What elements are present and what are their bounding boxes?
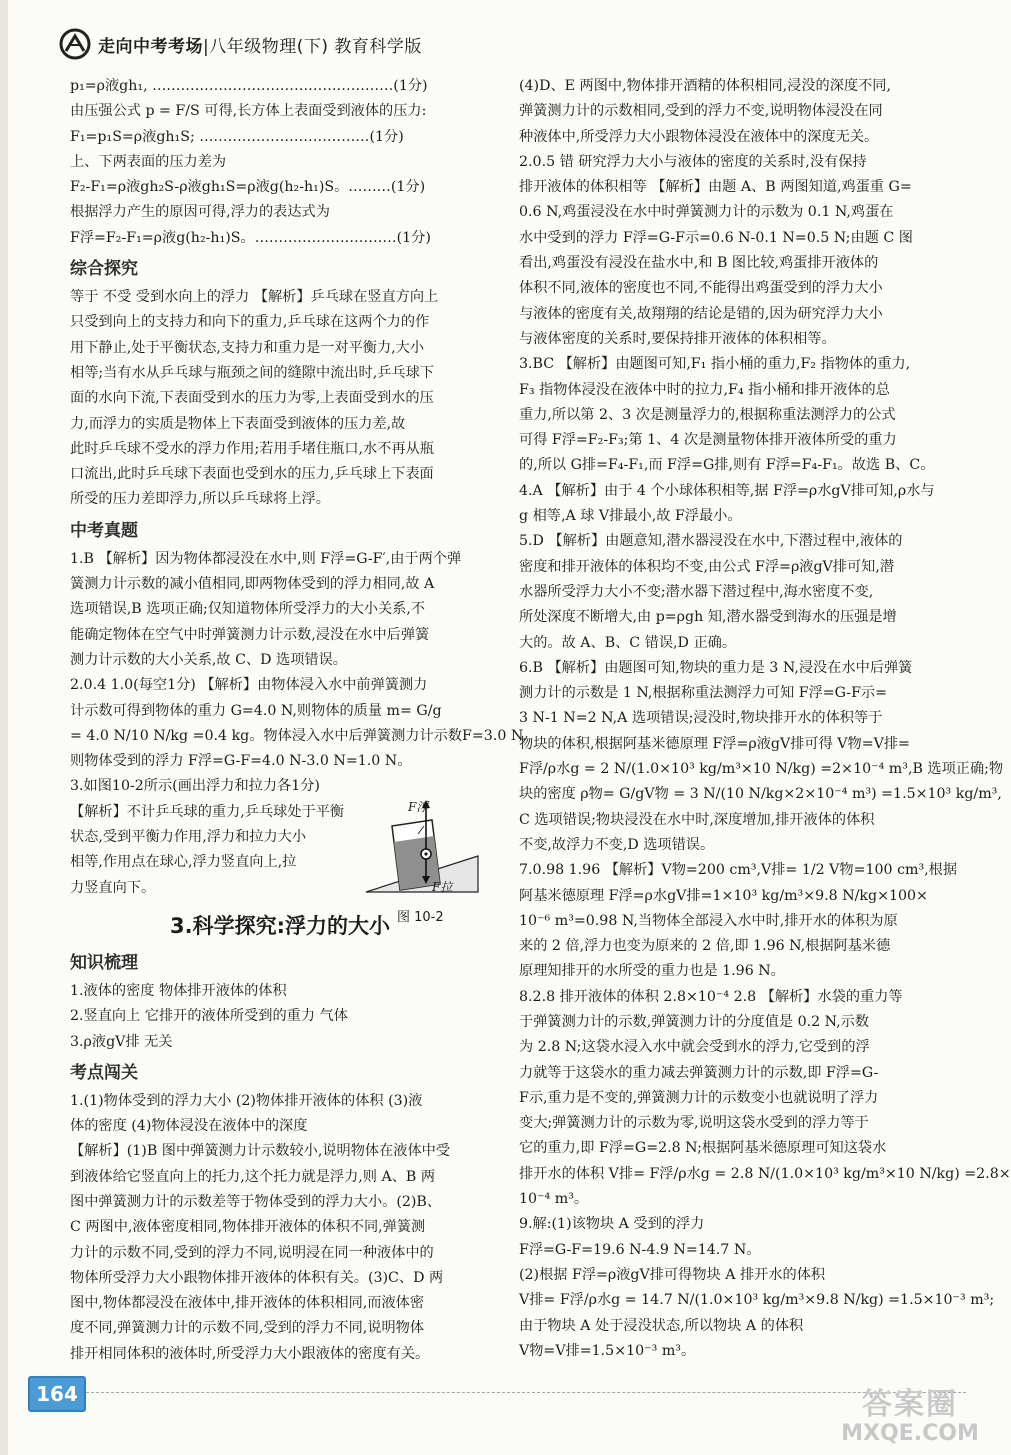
answer-line: 5.D 【解析】由题意知,潜水器浸没在水中,下潜过程中,液体的 [519,533,903,550]
answer-line: 2.竖直向上 它排开的液体所受到的重力 气体 [70,1008,348,1025]
answer-line: 只受到向上的支持力和向下的重力,乒乓球在这两个力的作 [70,314,430,331]
brand-name: 走向中考考场 [98,36,203,57]
answer-line: 等于 不受 受到水向上的浮力 【解析】乒乓球在竖直方向上 [70,289,439,306]
solution-continued [70,74,490,251]
answer-line: 为 2.8 N;这袋水浸入水中就会受到水的浮力,它受到的浮 [519,1039,870,1056]
answer-line: 口流出,此时乒乓球下表面也受到水的压力,乒乓球上下表面 [70,466,434,483]
answer-line: g 相等,A 球 V排最小,故 F浮最小。 [519,508,742,525]
answer-line: 7.0.98 1.96 【解析】V物=200 cm³,V排= 1/2 V物=100 cm³,根据 [519,862,958,879]
heading-zhtj: 综合探究 [70,259,138,280]
answer-line: 排开水的体积 V排= F浮/ρ水g = 2.8 N/(1.0×10³ kg/m³×10 N/kg) =2.8× [519,1165,1011,1182]
answer-line: 由压强公式 p = F/S 可得,长方体上表面受到液体的压力: [70,103,427,120]
answer-line: 不变,故浮力不变,D 选项错误。 [519,836,715,853]
answer-line: 2.0.5 错 研究浮力大小与液体的密度的关系时,没有保持 [519,153,867,170]
answer-line: 可得 F浮=F₂-F₃;第 1、4 次是测量物体排开液体所受的重力 [519,432,897,449]
figure-caption: 图 10-2 [397,910,444,925]
answer-line: F浮=G-F=19.6 N-4.9 N=14.7 N。 [519,1241,761,1258]
answer-line: 物体所受浮力大小跟物体排开液体的体积有关。(3)C、D 两 [70,1269,444,1286]
book-subtitle: |八年级物理(下) 教育科学版 [203,36,422,57]
answer-line: 根据浮力产生的原因可得,浮力的表达式为 [70,204,330,221]
answer-line: 0.6 N,鸡蛋浸没在水中时弹簧测力计的示数为 0.1 N,鸡蛋在 [519,204,894,221]
left-column [70,74,527,1367]
answer-lines [519,74,1011,1364]
answer-line: F浮/ρ水g = 2 N/(1.0×10³ kg/m³×10 N/kg) =2×10⁻⁴ m³,B 选项正确;物 [519,761,1004,778]
answer-line: F₃ 指物体浸没在液体中时的拉力,F₄ 指小桶和排开液体的总 [519,381,890,398]
answer-line: 力竖直向下。 [70,879,156,896]
answer-line: 则物体受到的浮力 F浮=G-F=4.0 N-3.0 N=1.0 N。 [70,753,412,770]
answer-line: 图中弹簧测力计的示数差等于物体受到的浮力大小。(2)B、 [70,1193,442,1210]
header-title [98,32,422,57]
section-title: 3.科学探究:浮力的大小 [170,913,390,938]
answer-line: 力,而浮力的实质是物体上下表面受到液体的压力差,故 [70,415,406,432]
answer-line: 排开相同体积的液体时,所受浮力大小跟液体的密度有关。 [70,1345,430,1362]
answer-line: (2)根据 F浮=ρ液gV排可得物块 A 排开水的体积 [519,1266,826,1283]
answer-line: 1.B 【解析】因为物体都浸没在水中,则 F浮=G-F′,由于两个弹 [70,550,462,567]
answer-line: 种液体中,所受浮力大小跟物体浸没在液体中的深度无关。 [519,128,879,145]
watermark-line1: 答案圈 [862,1387,958,1422]
heading-zkzt: 中考真题 [70,520,138,541]
answer-line: 于弹簧测力计的示数,弹簧测力计的分度值是 0.2 N,示数 [519,1013,870,1030]
answer-line: 3.BC 【解析】由题图可知,F₁ 指小桶的重力,F₂ 指物体的重力, [519,356,911,373]
answer-line: F浮=F₂-F₁=ρ液g(h₂-h₁)S。…………………………(1分) [70,229,431,246]
watermark-line2: MXQE.COM [841,1421,979,1446]
fig-float-force-label: F浮 [408,800,429,814]
checkpoint-answers [70,1089,490,1367]
answer-line: 相等;当有水从乒乓球与瓶颈之间的缝隙中流出时,乒乓球下 [70,364,434,381]
answer-line: 状态,受到平衡力作用,浮力和拉力大小 [70,829,307,846]
answer-line: 选项错误,B 选项正确;仅知道物体所受浮力的大小关系,不 [70,601,426,618]
answer-line: 大的。故 A、B、C 错误,D 正确。 [519,634,737,651]
answer-line: 块的密度 ρ物= G/gV物 = 3 N/(10 N/kg×2×10⁻⁴ m³) =1.5×10³ kg/m³, [519,786,1002,803]
answer-line: 上、下两表面的压力差为 [70,153,227,170]
answer-line: 密度和排开液体的体积均不变,由公式 F浮=ρ液gV排可知,潜 [519,558,895,575]
page-header [58,26,528,62]
answer-line: 到液体给它竖直向上的托力,这个托力就是浮力,则 A、B 两 [70,1168,436,1185]
answer-line: C 两图中,液体密度相同,物体排开液体的体积不同,弹簧测 [70,1219,426,1236]
answer-line: 排开液体的体积相等 【解析】由题 A、B 两图知道,鸡蛋重 G= [519,179,912,196]
answer-line: 水器所受浮力大小不变;潜水器下潜过程中,海水密度不变, [519,583,874,600]
answer-line: 来的 2 倍,浮力也变为原来的 2 倍,即 1.96 N,根据阿基米德 [519,938,891,955]
answer-line: 力计的示数不同,受到的浮力不同,说明浸在同一种液体中的 [70,1244,434,1261]
answer-line: 的,所以 G排=F₄-F₁,而 F浮=G排,则有 F浮=F₄-F₁。故选 B、C。 [519,457,935,474]
answer-line: 【解析】不计乒乓球的重力,乒乓球处于平衡 [70,803,345,820]
answer-line: = 4.0 N/10 N/kg =0.4 kg。物体浸入水中后弹簧测力计示数F=3.0 N, [70,727,527,744]
answer-line: 3.ρ液gV排 无关 [70,1033,173,1050]
answer-line: 力就等于这袋水的重力减去弹簧测力计的示数,即 F浮=G- [519,1064,879,1081]
answer-line: 体积不同,液体的密度也不同,不能得出鸡蛋受到的浮力大小 [519,280,883,297]
answer-line: 4.A 【解析】由于 4 个小球体积相等,据 F浮=ρ水gV排可知,ρ水与 [519,482,935,499]
answer-line: 度不同,弹簧测力计的示数不同,受到的浮力不同,说明物体 [70,1320,425,1337]
answer-line: F₁=p₁S=ρ液gh₁S; ………………………………(1分) [70,128,404,145]
page-number: 164 [28,1376,86,1412]
answer-line: 测力计的示数是 1 N,根据称重法测浮力可知 F浮=G-F示= [519,685,887,702]
answer-line: 6.B 【解析】由题图可知,物块的重力是 3 N,浸没在水中后弹簧 [519,659,913,676]
answer-line: V物=V排=1.5×10⁻³ m³。 [519,1342,696,1359]
answer-line: 9.解:(1)该物块 A 受到的浮力 [519,1216,705,1233]
heading-zssl: 知识梳理 [70,952,138,973]
answer-line: p₁=ρ液gh₁, ……………………………………………(1分) [70,78,428,94]
answer-line: 看出,鸡蛋没有浸没在盐水中,和 B 图比较,鸡蛋排开液体的 [519,255,879,272]
answer-line: C 选项错误;物块浸没在水中时,深度增加,排开液体的体积 [519,811,875,828]
answer-line: 物块的体积,根据阿基米德原理 F浮=ρ液gV排可得 V物=V排= [519,735,910,752]
answer-line: 10⁻⁶ m³=0.98 N,当物体全部浸入水中时,排开水的体积为原 [519,912,898,929]
answer-line: 与液体密度的关系时,要保持排开液体的体积相等。 [519,330,836,347]
answer-line: 阿基米德原理 F浮=ρ水gV排=1×10³ kg/m³×9.8 N/kg×100× [519,887,928,904]
answer-line: 此时乒乓球不受水的浮力作用;若用手堵住瓶口,水不再从瓶 [70,440,434,457]
answer-line: 水中受到的浮力 F浮=G-F示=0.6 N-0.1 N=0.5 N;由题 C 图 [519,229,913,246]
answer-line: 簧测力计示数的减小值相同,即两物体受到的浮力相同,故 A [70,576,435,593]
answer-line: 计示数可得到物体的重力 G=4.0 N,则物体的质量 m= G/g [70,702,442,719]
answer-line: 体的密度 (4)物体浸没在液体中的深度 [70,1118,308,1135]
answer-line: 8.2.8 排开液体的体积 2.8×10⁻⁴ 2.8 【解析】水袋的重力等 [519,988,903,1005]
answer-line: 1.液体的密度 物体排开液体的体积 [70,982,287,999]
answer-line: V排= F浮/ρ水g = 14.7 N/(1.0×10³ kg/m³×9.8 N/kg) =1.5×10⁻³ m³; [519,1292,995,1309]
answer-line: 用下静止,处于平衡状态,支持力和重力是一对平衡力,大小 [70,339,425,356]
fig-pull-force-label: F拉 [432,880,453,894]
answer-line: 与液体的密度有关,故翔翔的结论是错的,因为研究浮力大小 [519,305,883,322]
answer-line: (4)D、E 两图中,物体排开酒精的体积相同,浸没的深度不同, [519,78,891,94]
answer-line: F示,重力是不变的,弹簧测力计的示数变小也就说明了浮力 [519,1089,879,1106]
right-column [519,74,1011,1364]
answer-line: 变大;弹簧测力计的示数为零,说明这袋水受到的浮力等于 [519,1115,869,1132]
knowledge-review-answers [70,979,490,1055]
brand-logo-icon [58,27,92,61]
answer-line: 10⁻⁴ m³。 [519,1191,589,1208]
answer-line: 弹簧测力计的示数相同,受到的浮力不变,说明物体浸没在同 [519,103,883,120]
watermark [830,1388,990,1450]
page-edge [0,0,8,1455]
answer-line: 1.(1)物体受到的浮力大小 (2)物体排开液体的体积 (3)液 [70,1092,423,1109]
answer-line: 2.0.4 1.0(每空1分) 【解析】由物体浸入水中前弹簧测力 [70,677,428,694]
answer-line: 测力计示数的大小关系,故 C、D 选项错误。 [70,651,347,668]
answer-line: 图中,物体都浸没在液体中,排开液体的体积相同,而液体密 [70,1295,425,1312]
comprehensive-inquiry-answer [70,285,490,513]
answer-line: 面的水向下流,下表面受到水的压力为零,上表面受到水的压 [70,390,434,407]
answer-line: 原理知排开的水所受的重力也是 1.96 N。 [519,963,785,980]
answer-line: 能确定物体在空气中时弹簧测力计示数,浸没在水中后弹簧 [70,626,430,643]
answer-line: 3 N-1 N=2 N,A 选项错误;浸没时,物块排开水的体积等于 [519,710,883,727]
answer-line: 它的重力,即 F浮=G=2.8 N;根据阿基米德原理可知这袋水 [519,1140,887,1157]
answer-line: 相等,作用点在球心,浮力竖直向上,拉 [70,854,297,871]
answer-line: 所受的压力差即浮力,所以乒乓球将上浮。 [70,491,330,508]
heading-kdcg: 考点闯关 [70,1062,138,1083]
answer-line: F₂-F₁=ρ液gh₂S-ρ液gh₁S=ρ液g(h₂-h₁)S。………(1分) [70,179,426,196]
answer-line: 由于物块 A 处于浸没状态,所以物块 A 的体积 [519,1317,804,1334]
answer-line: 所处深度不断增大,由 p=ρgh 知,潜水器受到海水的压强是增 [519,609,897,626]
answer-line: 重力,所以第 2、3 次是测量浮力的,根据称重法测浮力的公式 [519,406,896,423]
answer-line: 【解析】(1)B 图中弹簧测力计示数较小,说明物体在液体中受 [70,1143,451,1160]
answer-line: 3.如图10-2所示(画出浮力和拉力各1分) [70,778,320,795]
